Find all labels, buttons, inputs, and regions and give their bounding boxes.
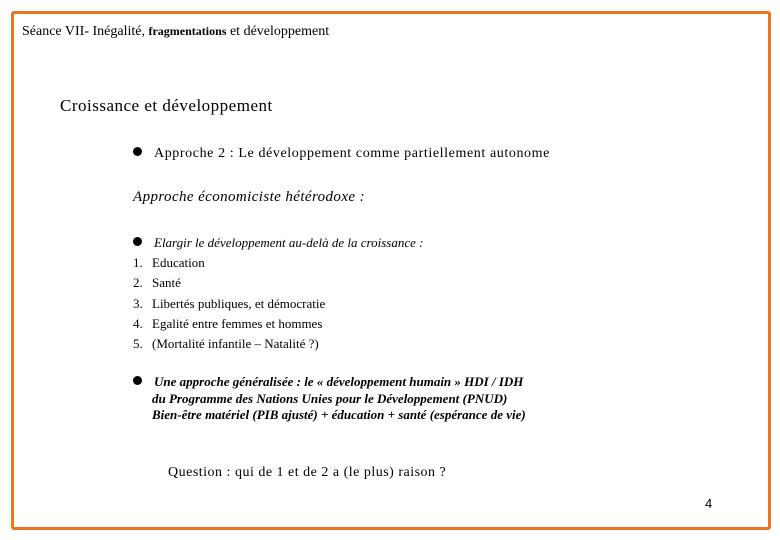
list-number: 5.	[133, 336, 143, 352]
list-item	[133, 273, 423, 293]
list-item	[133, 334, 423, 354]
list-intro: Elargir le développement au-delà de la croissance :	[154, 235, 424, 250]
bullet-icon	[133, 376, 142, 385]
hdi-bullet	[133, 374, 526, 424]
list-number: 1.	[133, 255, 143, 271]
hdi-line: Bien-être matériel (PIB ajusté) + éducation + santé (espérance de vie)	[152, 407, 526, 422]
bullet-icon	[133, 147, 142, 156]
list-text: Santé	[152, 275, 181, 291]
question-text: Question : qui de 1 et de 2 a (le plus) raison ?	[168, 465, 447, 480]
list-number: 4.	[133, 315, 143, 331]
approach-2-bullet	[133, 146, 550, 162]
list-item	[133, 294, 423, 314]
list-number: 2.	[133, 275, 143, 291]
header-text: et développement	[226, 24, 330, 39]
slide-title: Croissance et développement	[60, 96, 273, 115]
list-number: 3.	[133, 295, 143, 311]
header-text: Séance VII- Inégalité,	[22, 24, 149, 39]
hdi-line: Une approche généralisée : le « développement humain » HDI / IDH	[154, 374, 524, 389]
page-number: 4	[705, 496, 713, 511]
list-item	[133, 253, 423, 273]
bullet-icon	[133, 237, 142, 246]
list-text: Egalité entre femmes et hommes	[152, 315, 323, 331]
list-item	[133, 314, 423, 334]
slide-header	[22, 24, 329, 40]
dimensions-list	[133, 233, 423, 354]
heterodox-heading: Approche économiciste hétérodoxe :	[133, 189, 365, 205]
list-text: (Mortalité infantile – Natalité ?)	[152, 336, 319, 352]
header-text: fragmentations	[148, 24, 227, 38]
hdi-line: du Programme des Nations Unies pour le Développement (PNUD)	[152, 390, 508, 406]
list-text: Libertés publiques, et démocratie	[152, 295, 326, 311]
list-text: Education	[152, 255, 205, 271]
approach-2-text: Approche 2 : Le développement comme partiellement autonome	[154, 146, 550, 161]
